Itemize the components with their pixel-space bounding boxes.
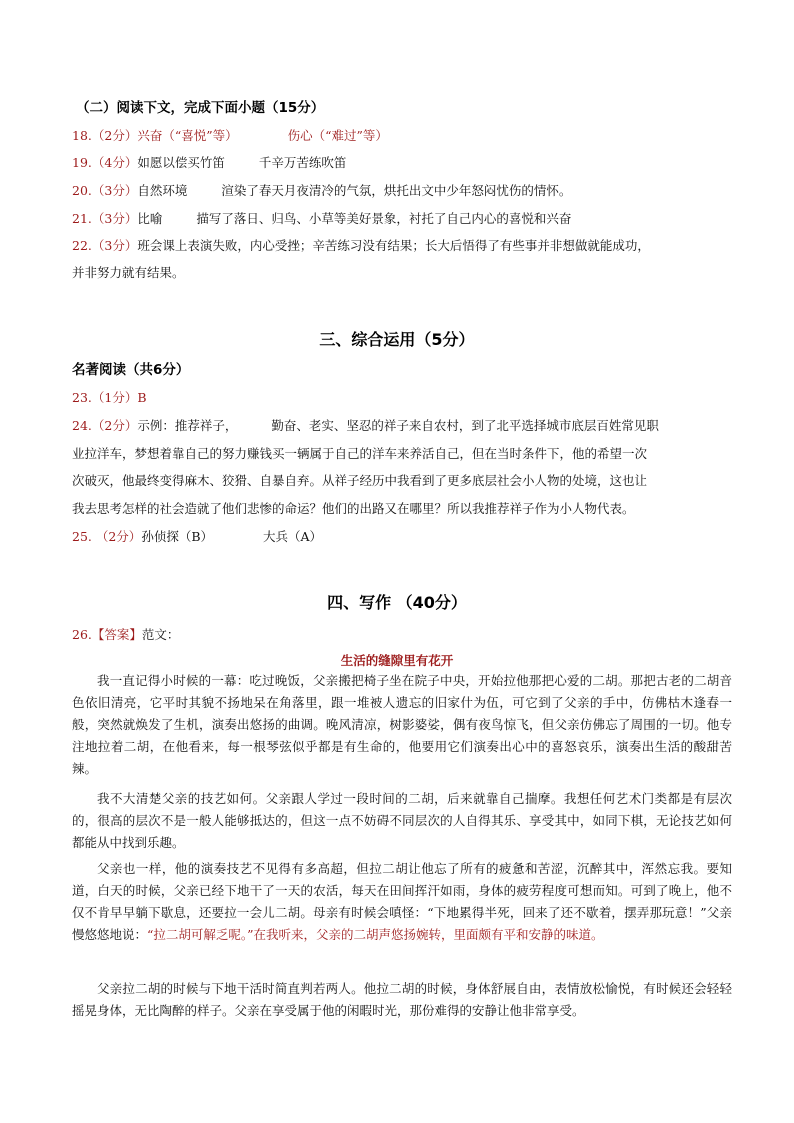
q24-line2: 业拉洋车，梦想着靠自己的努力赚钱买一辆属于自己的洋车来养活自己，但在当时条件下，他的希望一次: [72, 446, 648, 461]
q21-number: 21.（3分）: [72, 211, 138, 226]
q24-line4: 我去思考怎样的社会造就了他们悲惨的命运？他们的出路又在哪里？所以我推荐祥子作为小人物代表。: [72, 501, 635, 516]
essay-paragraph-3: [72, 858, 732, 946]
answer-20: [72, 183, 571, 199]
q19-answer-b: 千辛万苦练吹笛: [258, 155, 347, 170]
q19-number: 19.（4分）: [72, 155, 138, 170]
essay-paragraph-3-highlight: “拉二胡可解乏呢。”在我听来，父亲的二胡声悠扬婉转，里面颇有平和安静的味道。: [147, 927, 604, 942]
q24-lead: 示例：推荐祥子，: [137, 418, 238, 433]
q18-number: 18.（2分）: [72, 128, 138, 143]
q20-answer-a: 自然环境: [137, 183, 188, 198]
section-3-subtitle: 名著阅读（共6分）: [72, 362, 190, 378]
section-3-title: 三、综合运用（5分）: [319, 330, 475, 349]
answer-25: [72, 529, 322, 545]
q22-number: 22.（3分）: [72, 238, 138, 253]
essay-paragraph-2: 我不大清楚父亲的技艺如何。父亲跟人学过一段时间的二胡，后来就靠自己揣摩。我想任何艺术门类都是有层次的，很高的层次不是一般人能够抵达的，但这一点不妨碍不同层次的人自得其乐、享受其中，如同下棋，无论技艺如何都能从中找到乐趣。: [72, 791, 732, 850]
essay-title: 生活的缝隙里有花开: [340, 653, 454, 668]
q18-answer-b: 伤心（“难过”等）: [287, 128, 388, 143]
answer-19: [72, 155, 346, 171]
q26-number: 26.: [72, 627, 92, 642]
section-2-heading: （二）阅读下文，完成下面小题（15分）: [76, 100, 325, 116]
q26-label: 范文：: [141, 627, 180, 642]
answer-22: [72, 238, 650, 254]
essay-paragraph-1: 我一直记得小时候的一幕：吃过晚饭，父亲搬把椅子坐在院子中央，开始拉他那把心爱的二胡。那把古老的二胡音色依旧清亮，它平时其貌不扬地呆在角落里，跟一堆被人遗忘的旧家什为伍，可它到了父亲的手中，仿佛枯木逢春一般，突然就焕发了生机，演奏出悠扬的曲调。晚风清凉，树影婆娑，偶有夜鸟惊飞，但父亲仿佛忘了周围的一切。他专注地拉着二胡，在他看来，每一根琴弦似乎都是有生命的，他要用它们演奏出心中的喜怒哀乐，演奏出生活的酸甜苦辣。: [72, 673, 732, 776]
q23-number: 23.（1分）: [72, 390, 138, 405]
q18-answer-a: 兴奋（“喜悦”等）: [137, 128, 238, 143]
q24-line1: 勤奋、老实、坚忍的祥子来自农村，到了北平选择城市底层百姓常见职: [271, 418, 659, 433]
answer-23: [72, 390, 147, 406]
essay-paragraph-3-text: 父亲也一样，他的演奏技艺不见得有多高超，但拉二胡让他忘了所有的疲惫和苦涩，沉醉其中，浑然忘我。要知道，白天的时候，父亲已经下地干了一天的农活，每天在田间挥汗如雨，身体的疲劳程度可想而知。可到了晚上，他不仅不肯早早躺下歇息，还要拉一会儿二胡。母亲有时候会嗔怪：“下地累得半死，回来了还不歇着，摆弄那玩意！”父亲慢悠悠地说：: [72, 861, 732, 942]
q25-answer-b: 大兵（A）: [263, 529, 323, 544]
answer-26: [72, 627, 179, 643]
q23-answer: B: [137, 390, 147, 405]
q26-answer-tag: 【答案】: [91, 627, 142, 642]
q22-answer-line1: 班会课上表演失败，内心受挫；辛苦练习没有结果；长大后悟得了有些事并非想做就能成功，: [137, 238, 650, 253]
q20-answer-b: 渲染了春天月夜清冷的气氛，烘托出文中少年怒闷忧伤的情怀。: [221, 183, 572, 198]
q19-answer-a: 如愿以偿买竹笛: [137, 155, 225, 170]
answer-18: [72, 128, 388, 144]
answer-24: [72, 418, 659, 434]
essay-paragraph-4: 父亲拉二胡的时候与下地干活时简直判若两人。他拉二胡的时候，身体舒展自由，表情放松愉悦，有时候还会轻轻摇晃身体，无比陶醉的样子。父亲在享受属于他的闲暇时光，那份难得的安静让他非常享受。: [72, 981, 732, 1018]
q20-number: 20.（3分）: [72, 183, 138, 198]
answer-21: [72, 211, 571, 227]
q21-answer-a: 比喻: [137, 211, 163, 226]
section-4-title: 四、写作 （40分）: [327, 593, 467, 612]
q25-answer-a: 孙侦探（B）: [141, 529, 213, 544]
q24-line3: 次破灭，他最终变得麻木、狡猾、自暴自弃。从祥子经历中我看到了更多底层社会小人物的处境，这也让: [72, 473, 648, 488]
q24-number: 24.（2分）: [72, 418, 138, 433]
q25-number: 25. （2分）: [72, 529, 142, 544]
q22-answer-line2: 并非努力就有结果。: [72, 265, 185, 280]
q21-answer-b: 描写了落日、归鸟、小草等美好景象，衬托了自己内心的喜悦和兴奋: [196, 211, 572, 226]
